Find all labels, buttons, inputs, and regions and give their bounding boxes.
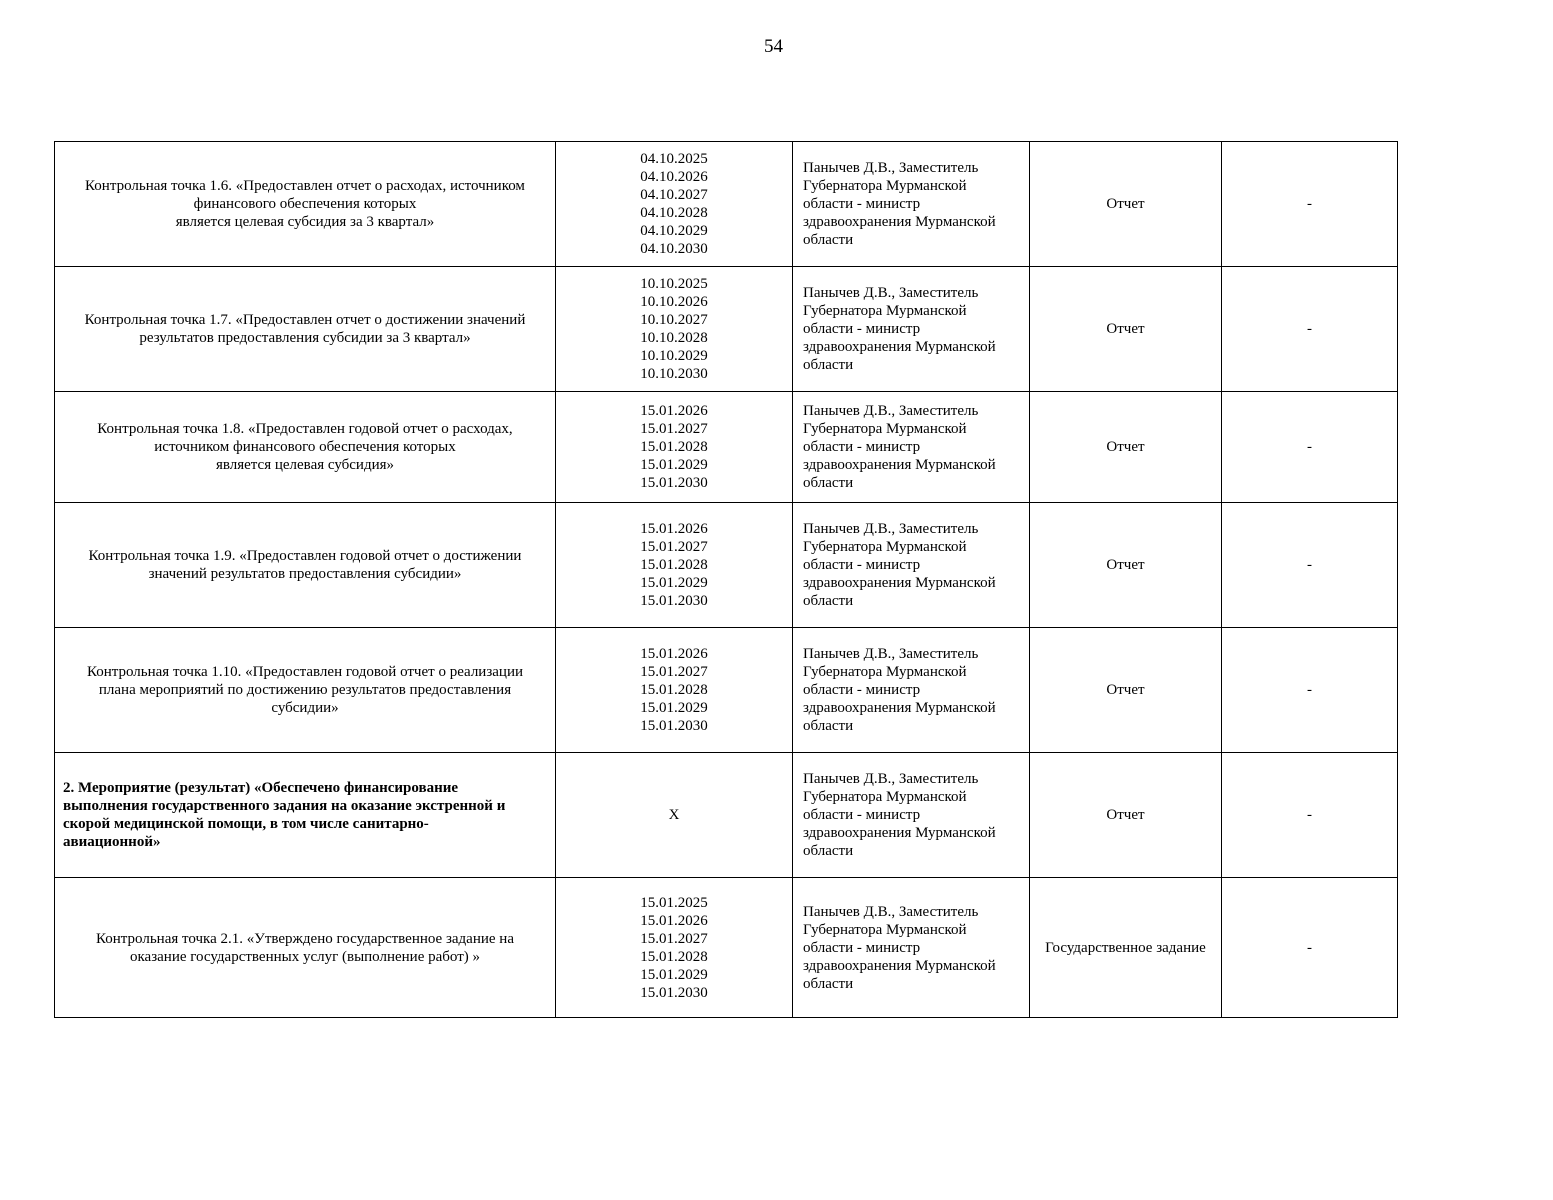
responsible-cell	[793, 392, 1030, 503]
table-row	[55, 753, 1398, 878]
date-value: 15.01.2029	[640, 966, 708, 983]
date-value: 10.10.2026	[640, 294, 708, 310]
date-value: 15.01.2027	[640, 664, 708, 680]
measure-name: Контрольная точка 1.9. «Предоставлен годовой отчет о достижении значений результатов предоставления субсидии»	[88, 548, 522, 582]
responsible-line: Губернатора Мурманской	[803, 921, 967, 938]
table-row	[55, 878, 1398, 1018]
table-row	[55, 503, 1398, 628]
responsible-line: области - министр	[803, 807, 921, 823]
date-value: 10.10.2025	[640, 276, 708, 292]
document-type-cell: Отчет	[1030, 392, 1222, 503]
measure-name: 2. Мероприятие (результат) «Обеспечено финансирование выполнения государственного задания на оказание экстренной и скорой медицинской помощи, в том числе санитарно- авиационной»	[63, 780, 506, 850]
date-value: X	[668, 807, 680, 823]
document-type-cell: Отчет	[1030, 267, 1222, 392]
table-row	[55, 392, 1398, 503]
dates-cell	[556, 392, 793, 503]
date-value: 15.01.2025	[640, 894, 708, 911]
document-type-cell: Отчет	[1030, 142, 1222, 267]
information-system-cell: -	[1222, 267, 1398, 392]
date-value: 15.01.2027	[640, 421, 708, 437]
responsible-line: Панычев Д.В., Заместитель	[803, 521, 979, 537]
date-value: 15.01.2029	[640, 575, 708, 591]
date-value: 10.10.2030	[640, 366, 708, 382]
date-value: 10.10.2027	[640, 312, 708, 328]
measure-name: Контрольная точка 1.6. «Предоставлен отчет о расходах, источником финансового обеспечения которых является целевая субсидия за 3 квартал»	[85, 178, 525, 230]
measure-name-cell	[55, 628, 556, 753]
information-system-cell: -	[1222, 878, 1398, 1018]
dates-cell	[556, 753, 793, 878]
measure-name-cell	[55, 392, 556, 503]
responsible-line: Панычев Д.В., Заместитель	[803, 285, 979, 301]
date-value: 15.01.2026	[640, 521, 708, 537]
dates-cell	[556, 628, 793, 753]
responsible-line: области - министр	[803, 557, 921, 573]
responsible-line: области - министр	[803, 439, 921, 455]
responsible-line: здравоохранения Мурманской	[803, 575, 996, 591]
table-row	[55, 628, 1398, 753]
measure-name-cell	[55, 267, 556, 392]
date-value: 15.01.2030	[640, 984, 708, 1001]
date-value: 15.01.2026	[640, 403, 708, 419]
measure-name-cell	[55, 503, 556, 628]
date-value: 04.10.2026	[640, 169, 708, 185]
page-number: 54	[764, 36, 783, 57]
responsible-line: области	[803, 718, 854, 734]
date-value: 04.10.2028	[640, 205, 708, 221]
responsible-line: области	[803, 357, 854, 373]
responsible-cell	[793, 142, 1030, 267]
date-value: 15.01.2028	[640, 439, 708, 455]
responsible-line: области	[803, 843, 854, 859]
measure-name: Контрольная точка 1.8. «Предоставлен годовой отчет о расходах, источником финансового обеспечения которых является целевая субсидия»	[97, 421, 513, 473]
responsible-cell	[793, 628, 1030, 753]
responsible-line: области - министр	[803, 321, 921, 337]
responsible-cell	[793, 267, 1030, 392]
responsible-line: Панычев Д.В., Заместитель	[803, 903, 979, 920]
responsible-line: Губернатора Мурманской	[803, 421, 967, 437]
measure-name-cell	[55, 753, 556, 878]
responsible-cell	[793, 878, 1030, 1018]
date-value: 04.10.2029	[640, 223, 708, 239]
information-system-cell: -	[1222, 628, 1398, 753]
date-value: 15.01.2029	[640, 700, 708, 716]
measure-name-cell	[55, 878, 556, 1018]
responsible-line: области	[803, 975, 854, 992]
responsible-line: Панычев Д.В., Заместитель	[803, 160, 979, 176]
dates-cell	[556, 267, 793, 392]
responsible-line: здравоохранения Мурманской	[803, 700, 996, 716]
control-points-table	[54, 141, 1398, 1018]
responsible-line: здравоохранения Мурманской	[803, 957, 996, 974]
responsible-line: области - министр	[803, 682, 921, 698]
dates-cell	[556, 142, 793, 267]
responsible-line: Панычев Д.В., Заместитель	[803, 771, 979, 787]
date-value: 10.10.2029	[640, 348, 708, 364]
date-value: 15.01.2027	[640, 930, 708, 947]
document-type-cell: Отчет	[1030, 503, 1222, 628]
date-value: 15.01.2026	[640, 646, 708, 662]
table-row	[55, 267, 1398, 392]
date-value: 10.10.2028	[640, 330, 708, 346]
dates-cell	[556, 878, 793, 1018]
responsible-line: области	[803, 232, 854, 248]
date-value: 15.01.2030	[640, 718, 708, 734]
responsible-line: Панычев Д.В., Заместитель	[803, 403, 979, 419]
date-value: 15.01.2027	[640, 539, 708, 555]
document-type-cell: Государственное задание	[1030, 878, 1222, 1018]
information-system-cell: -	[1222, 503, 1398, 628]
responsible-line: области	[803, 475, 854, 491]
information-system-cell: -	[1222, 753, 1398, 878]
date-value: 04.10.2025	[640, 151, 708, 167]
responsible-cell	[793, 503, 1030, 628]
responsible-line: Панычев Д.В., Заместитель	[803, 646, 979, 662]
responsible-line: здравоохранения Мурманской	[803, 457, 996, 473]
dates-cell	[556, 503, 793, 628]
document-type-cell: Отчет	[1030, 753, 1222, 878]
date-value: 15.01.2028	[640, 682, 708, 698]
date-value: 15.01.2026	[640, 912, 708, 929]
date-value: 15.01.2029	[640, 457, 708, 473]
responsible-line: Губернатора Мурманской	[803, 303, 967, 319]
date-value: 15.01.2028	[640, 948, 708, 965]
responsible-cell	[793, 753, 1030, 878]
date-value: 15.01.2030	[640, 475, 708, 491]
date-value: 04.10.2030	[640, 241, 708, 257]
responsible-line: области - министр	[803, 939, 921, 956]
information-system-cell: -	[1222, 392, 1398, 503]
date-value: 15.01.2028	[640, 557, 708, 573]
responsible-line: здравоохранения Мурманской	[803, 214, 996, 230]
document-type-cell: Отчет	[1030, 628, 1222, 753]
table-row	[55, 142, 1398, 267]
measure-name: Контрольная точка 2.1. «Утверждено государственное задание на оказание государственных услуг (выполнение работ) »	[96, 930, 514, 965]
responsible-line: Губернатора Мурманской	[803, 789, 967, 805]
information-system-cell: -	[1222, 142, 1398, 267]
date-value: 04.10.2027	[640, 187, 708, 203]
responsible-line: здравоохранения Мурманской	[803, 339, 996, 355]
measure-name: Контрольная точка 1.7. «Предоставлен отчет о достижении значений результатов предоставления субсидии за 3 квартал»	[84, 312, 526, 346]
responsible-line: Губернатора Мурманской	[803, 664, 967, 680]
responsible-line: области	[803, 593, 854, 609]
responsible-line: здравоохранения Мурманской	[803, 825, 996, 841]
responsible-line: области - министр	[803, 196, 921, 212]
responsible-line: Губернатора Мурманской	[803, 539, 967, 555]
measure-name-cell	[55, 142, 556, 267]
responsible-line: Губернатора Мурманской	[803, 178, 967, 194]
measure-name: Контрольная точка 1.10. «Предоставлен годовой отчет о реализации плана мероприятий по достижению результатов предоставления субсидии»	[86, 664, 524, 716]
date-value: 15.01.2030	[640, 593, 708, 609]
